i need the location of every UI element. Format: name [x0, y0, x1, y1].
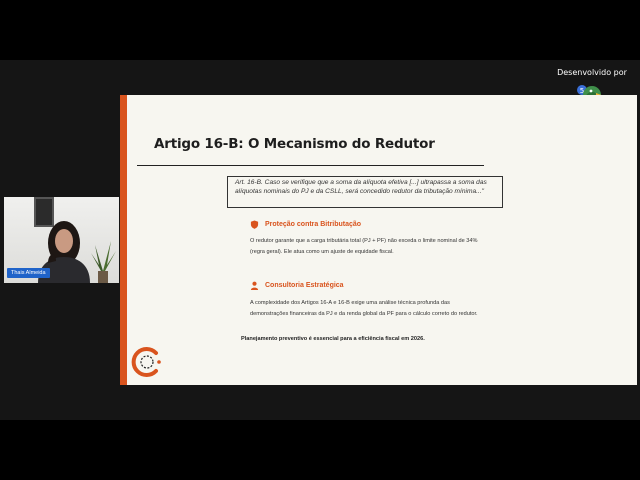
company-logo-icon	[130, 345, 164, 379]
section-body-line: O redutor garante que a carga tributária total (PJ + PF) não exceda o limite nominal de 34%	[250, 238, 478, 244]
slide-title: Artigo 16-B: O Mecanismo do Redutor	[154, 136, 435, 152]
section-heading-protection	[250, 220, 361, 229]
title-divider	[137, 165, 484, 166]
section-body-consulting	[250, 298, 478, 320]
presentation-slide	[120, 95, 637, 385]
shield-icon	[250, 220, 259, 229]
participant-camera-tile[interactable]	[4, 197, 119, 283]
section-heading-label: Consultoria Estratégica	[265, 282, 344, 289]
section-body-line: demonstrações financeiras da PJ e da renda global da PF para o cálculo correto do redutor.	[250, 311, 478, 317]
slide-accent-bar	[120, 95, 127, 385]
participant-name-tag: Thais Almeida	[7, 268, 50, 278]
person-icon	[250, 281, 259, 290]
section-body-line: (regra geral). Ele atua como um ajuste de equidade fiscal.	[250, 249, 394, 255]
footer-note: Planejamento preventivo é essencial para a eficiência fiscal em 2026.	[241, 336, 425, 342]
developed-by-label: Desenvolvido por	[557, 68, 627, 77]
legal-quote-box: Art. 16-B. Caso se verifique que a soma da alíquota efetiva [...] ultrapassa a soma das alíquotas nominais do PJ e da CSLL, será concedido redutor da tributação mínima..."	[227, 176, 503, 208]
section-heading-consulting	[250, 281, 344, 290]
section-heading-label: Proteção contra Bitributação	[265, 221, 362, 228]
section-body-protection	[250, 236, 477, 258]
broadcast-stage	[0, 60, 640, 420]
svg-text:5: 5	[579, 87, 585, 95]
section-body-line: A complexidade dos Artigos 16-A e 16-B exige uma análise técnica profunda das	[250, 300, 450, 306]
